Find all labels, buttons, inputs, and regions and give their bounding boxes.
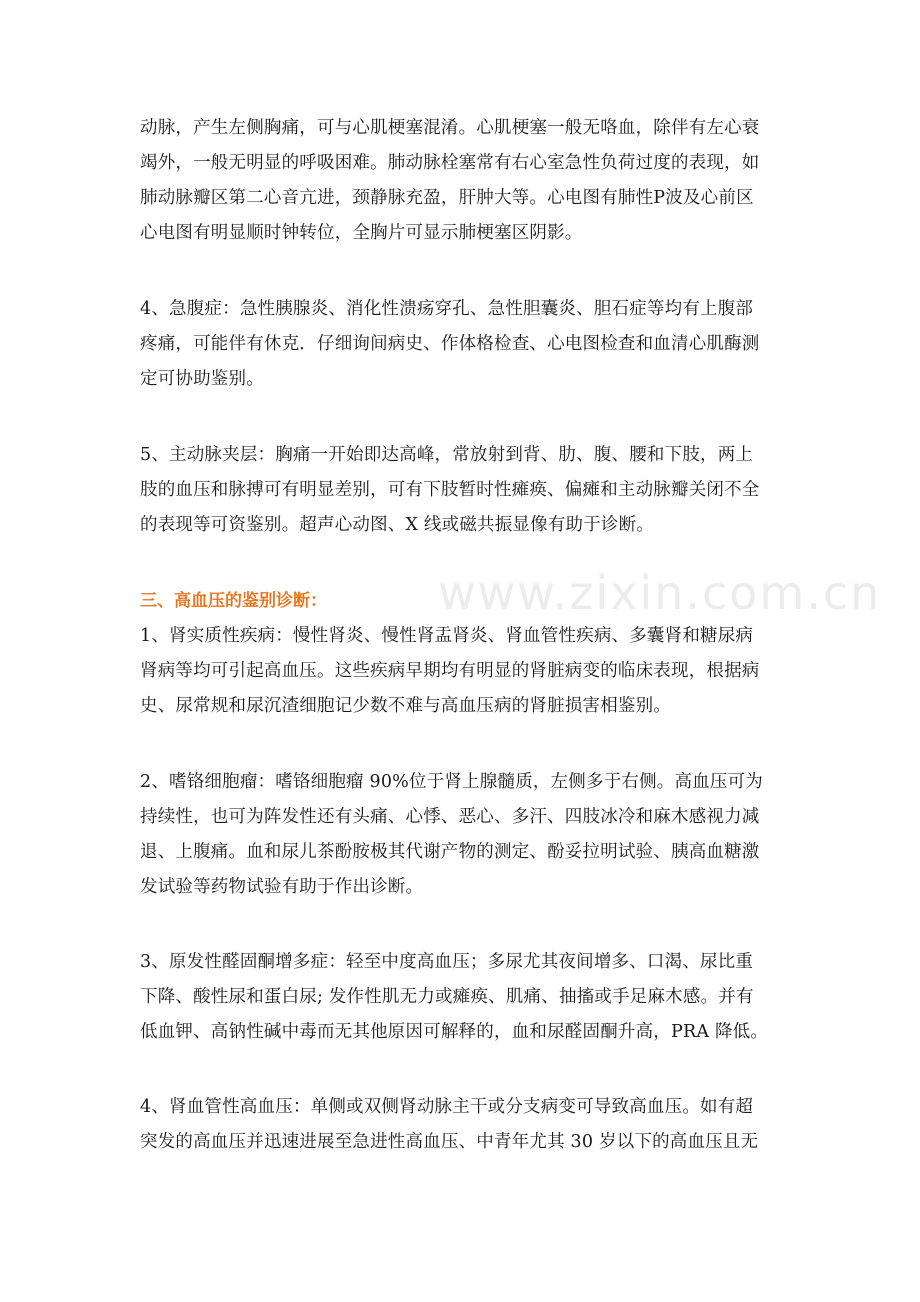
text-line: 4、急腹症：急性胰腺炎、消化性溃疡穿孔、急性胆囊炎、胆石症等均有上腹部 bbox=[140, 299, 754, 319]
text-line: 下降、酸性尿和蛋白尿; 发作性肌无力或瘫痪、肌痛、抽搐或手足麻木感。并有 bbox=[140, 987, 754, 1007]
text-line: 史、尿常规和尿沉渣细胞记少数不难与高血压病的肾脏损害相鉴别。 bbox=[140, 696, 671, 716]
text-line: 4、肾血管性高血压：单侧或双侧肾动脉主干或分支病变可导致高血压。如有超 bbox=[140, 1097, 754, 1117]
text-line: 心电图有明显顺时钟转位，全胸片可显示肺梗塞区阴影。 bbox=[140, 223, 583, 243]
paragraph-aldosteronism bbox=[140, 945, 790, 1050]
text-line: 突发的高血压并迅速进展至急进性高血压、中青年尤其 30 岁以下的高血压且无 bbox=[140, 1132, 759, 1152]
text-line: 定可协助鉴别。 bbox=[140, 369, 264, 389]
text-line: 发试验等药物试验有助于作出诊断。 bbox=[140, 877, 424, 897]
paragraph-aortic-dissection bbox=[140, 438, 790, 543]
paragraph-renovascular bbox=[140, 1090, 790, 1160]
text-line: 低血钾、高钠性碱中毒而无其他原因可解释的，血和尿醛固酮升高，PRA 降低。 bbox=[140, 1022, 769, 1042]
text-line: 5、主动脉夹层：胸痛一开始即达高峰，常放射到背、肋、腹、腰和下肢，两上 bbox=[140, 445, 754, 465]
paragraph-pulmonary-embolism bbox=[140, 111, 790, 251]
section-heading: 三、高血压的鉴别诊断： bbox=[140, 591, 327, 611]
text-line: 持续性，也可为阵发性还有头痛、心悸、恶心、多汗、四肢冰冷和麻木感视力减 bbox=[140, 807, 760, 827]
text-line: 肺动脉瓣区第二心音亢进，颈静脉充盈，肝肿大等。心电图有肺性P波及心前区 bbox=[140, 188, 754, 208]
text-line: 1、肾实质性疾病：慢性肾炎、慢性肾盂肾炎、肾血管性疾病、多囊肾和糖尿病 bbox=[140, 626, 754, 646]
text-line: 2、嗜铬细胞瘤：嗜铬细胞瘤 90%位于肾上腺髓质，左侧多于右侧。高血压可为 bbox=[140, 772, 763, 792]
text-line: 肾病等均可引起高血压。这些疾病早期均有明显的肾脏病变的临床表现，根据病 bbox=[140, 661, 760, 681]
text-line: 退、上腹痛。血和尿儿茶酚胺极其代谢产物的测定、酚妥拉明试验、胰高血糖激 bbox=[140, 842, 760, 862]
text-line: 竭外，一般无明显的呼吸困难。肺动脉栓塞常有右心室急性负荷过度的表现，如 bbox=[140, 153, 760, 173]
text-line: 的表现等可资鉴别。超声心动图、X 线或磁共振显像有助于诊断。 bbox=[140, 515, 655, 535]
text-line: 肢的血压和脉搏可有明显差别，可有下肢暂时性瘫痪、偏瘫和主动脉瓣关闭不全 bbox=[140, 480, 760, 500]
section-hypertension bbox=[140, 584, 790, 724]
text-line: 动脉，产生左侧胸痛，可与心肌梗塞混淆。心肌梗塞一般无咯血，除伴有左心衰 bbox=[140, 118, 760, 138]
text-line: 疼痛，可能伴有休克．仔细询间病史、作体格检查、心电图检查和血清心肌酶测 bbox=[140, 334, 760, 354]
text-line: 3、原发性醛固酮增多症：轻至中度高血压；多尿尤其夜间增多、口渴、尿比重 bbox=[140, 952, 754, 972]
paragraph-acute-abdomen bbox=[140, 292, 790, 397]
paragraph-pheochromocytoma bbox=[140, 765, 790, 905]
watermark: www.zixin.com.cn bbox=[438, 566, 882, 620]
